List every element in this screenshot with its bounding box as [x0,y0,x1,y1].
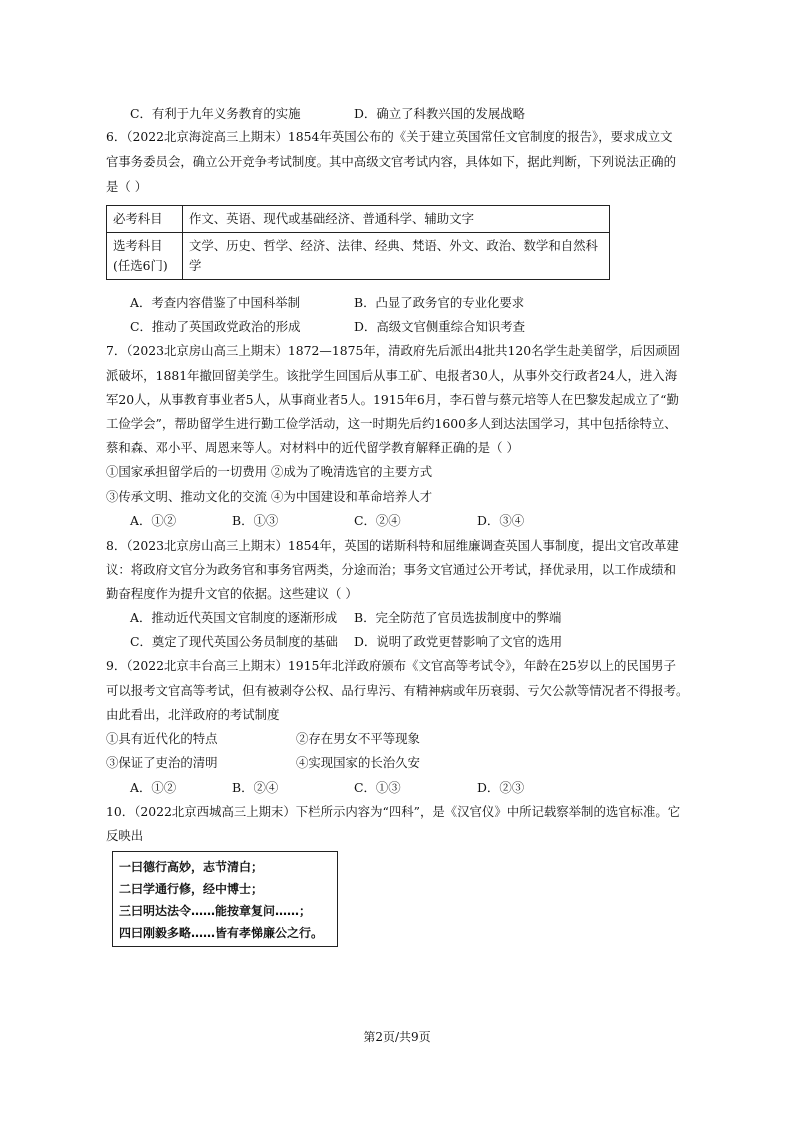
q9-item-1: ①具有近代化的特点 [106,731,218,746]
q9-option-a: A．①② [130,780,177,795]
q6-stem-line-1: 6．（2022北京海淀高三上期末）1854年英国公布的《关于建立英国常任文官制度的报告》，要求成立文 [106,129,673,144]
four-subjects-line-1: 一曰德行高妙，志节清白； [119,860,264,874]
q5-option-d: D．确立了科教兴国的发展战略 [354,106,526,121]
q6-subject-table [106,205,610,280]
q7-stem-line-5: 蔡和森、邓小平、周恩来等人。对材料中的近代留学教育解释正确的是（ ） [106,440,519,455]
q9-stem-line-2: 可以报考文官高等考试，但有被剥夺公权、品行卑污、有精神病或年历衰弱、亏欠公款等情况者不得报考。 [106,683,689,698]
q8-stem-line-3: 勤奋程度作为提升文官的依据。这些建议（ ） [106,586,358,601]
four-subjects-line-2: 二曰学通行修，经中博士； [119,882,264,896]
q7-stem-line-4: 工俭学会”，帮助留学生进行勤工俭学活动，这一时期先后约1600多人到达法国学习，其中包括徐特立、 [106,416,677,431]
four-subjects-line-4: 四曰刚毅多略……皆有孝悌廉公之行。 [119,926,324,940]
q6-option-d: D．高级文官侧重综合知识考查 [354,319,526,334]
q9-option-c: C．①③ [354,780,401,795]
q6-option-b: B．凸显了政务官的专业化要求 [354,295,525,310]
q8-option-c: C．奠定了现代英国公务员制度的基础 [130,634,338,649]
q7-statements-1: ①国家承担留学后的一切费用 ②成为了晚清选官的主要方式 [106,464,433,479]
q8-option-d: D．说明了政党更替影响了文官的选用 [354,634,563,649]
q8-option-a: A．推动近代英国文官制度的逐渐形成 [130,610,338,625]
q8-option-b: B．完全防范了官员选拔制度中的弊端 [354,610,562,625]
q9-item-4: ④实现国家的长治久安 [296,755,420,770]
q8-stem-line-2: 议：将政府文官分为政务官和事务官两类，分途而治；事务文官通过公开考试，择优录用，以工作成绩和 [106,562,676,577]
page-footer: 第2页/共9页 [363,1030,431,1044]
elective-subjects-list: 文学、历史、哲学、经济、法律、经典、梵语、外文、政治、数学和自然科学 [183,233,610,280]
q9-option-b: B．②④ [232,780,279,795]
table-row [107,233,610,280]
q9-option-d: D．②③ [477,780,525,795]
four-subjects-line-3: 三曰明达法令……能按章复问……； [119,904,312,918]
q6-stem-line-2: 官事务委员会，确立公开竞争考试制度。其中高级文官考试内容，具体如下，据此判断，下列说法正确的 [106,154,676,169]
q10-stem-line-2: 反映出 [106,828,144,843]
q9-stem-line-1: 9．（2022北京丰台高三上期末）1915年北洋政府颁布《文官高等考试令》，年龄在25岁以上的民国男子 [106,658,676,673]
q7-option-b: B．①③ [232,513,279,528]
four-subjects-box [112,851,338,947]
required-subjects-list: 作文、英语、现代或基础经济、普通科学、辅助文字 [183,206,610,233]
q9-stem-line-3: 由此看出，北洋政府的考试制度 [106,707,280,722]
q8-stem-line-1: 8．（2023北京房山高三上期末）1854年，英国的诺斯科特和屈维廉调查英国人事制度，提出文官改革建 [106,538,679,553]
q6-stem-line-3: 是（ ） [106,179,148,194]
required-subjects-header: 必考科目 [107,206,183,233]
q10-stem-line-1: 10．（2022北京西城高三上期末）下栏所示内容为“四科”，是《汉官仪》中所记载察举制的选官标准。它 [106,804,681,819]
q7-option-a: A．①② [130,513,177,528]
q7-statements-2: ③传承文明、推动文化的交流 ④为中国建设和革命培养人才 [106,489,433,504]
q9-item-3: ③保证了吏治的清明 [106,755,218,770]
elective-header-line-1: 选考科目 [113,238,163,253]
table-row [107,206,610,233]
q9-item-2: ②存在男女不平等现象 [296,731,420,746]
q7-stem-line-3: 军20人，从事教育事业者5人，从事商业者5人。1915年6月，李石曾与蔡元培等人在巴黎发起成立了“勤 [106,392,679,407]
elective-header-line-2: (任选6门) [113,258,168,273]
q6-option-c: C．推动了英国政党政治的形成 [130,319,301,334]
q6-option-a: A．考查内容借鉴了中国科举制 [130,295,301,310]
q7-option-c: C．②④ [354,513,401,528]
q7-option-d: D．③④ [477,513,525,528]
q7-stem-line-1: 7．（2023北京房山高三上期末）1872—1875年，清政府先后派出4批共120名学生赴美留学，后因顽固 [106,343,680,358]
q5-option-c: C．有利于九年义务教育的实施 [130,106,301,121]
q7-stem-line-2: 派破坏，1881年撤回留美学生。该批学生回国后从事工矿、电报者30人，从事外交行政者24人，进入海 [106,368,678,383]
elective-subjects-header [107,233,183,280]
